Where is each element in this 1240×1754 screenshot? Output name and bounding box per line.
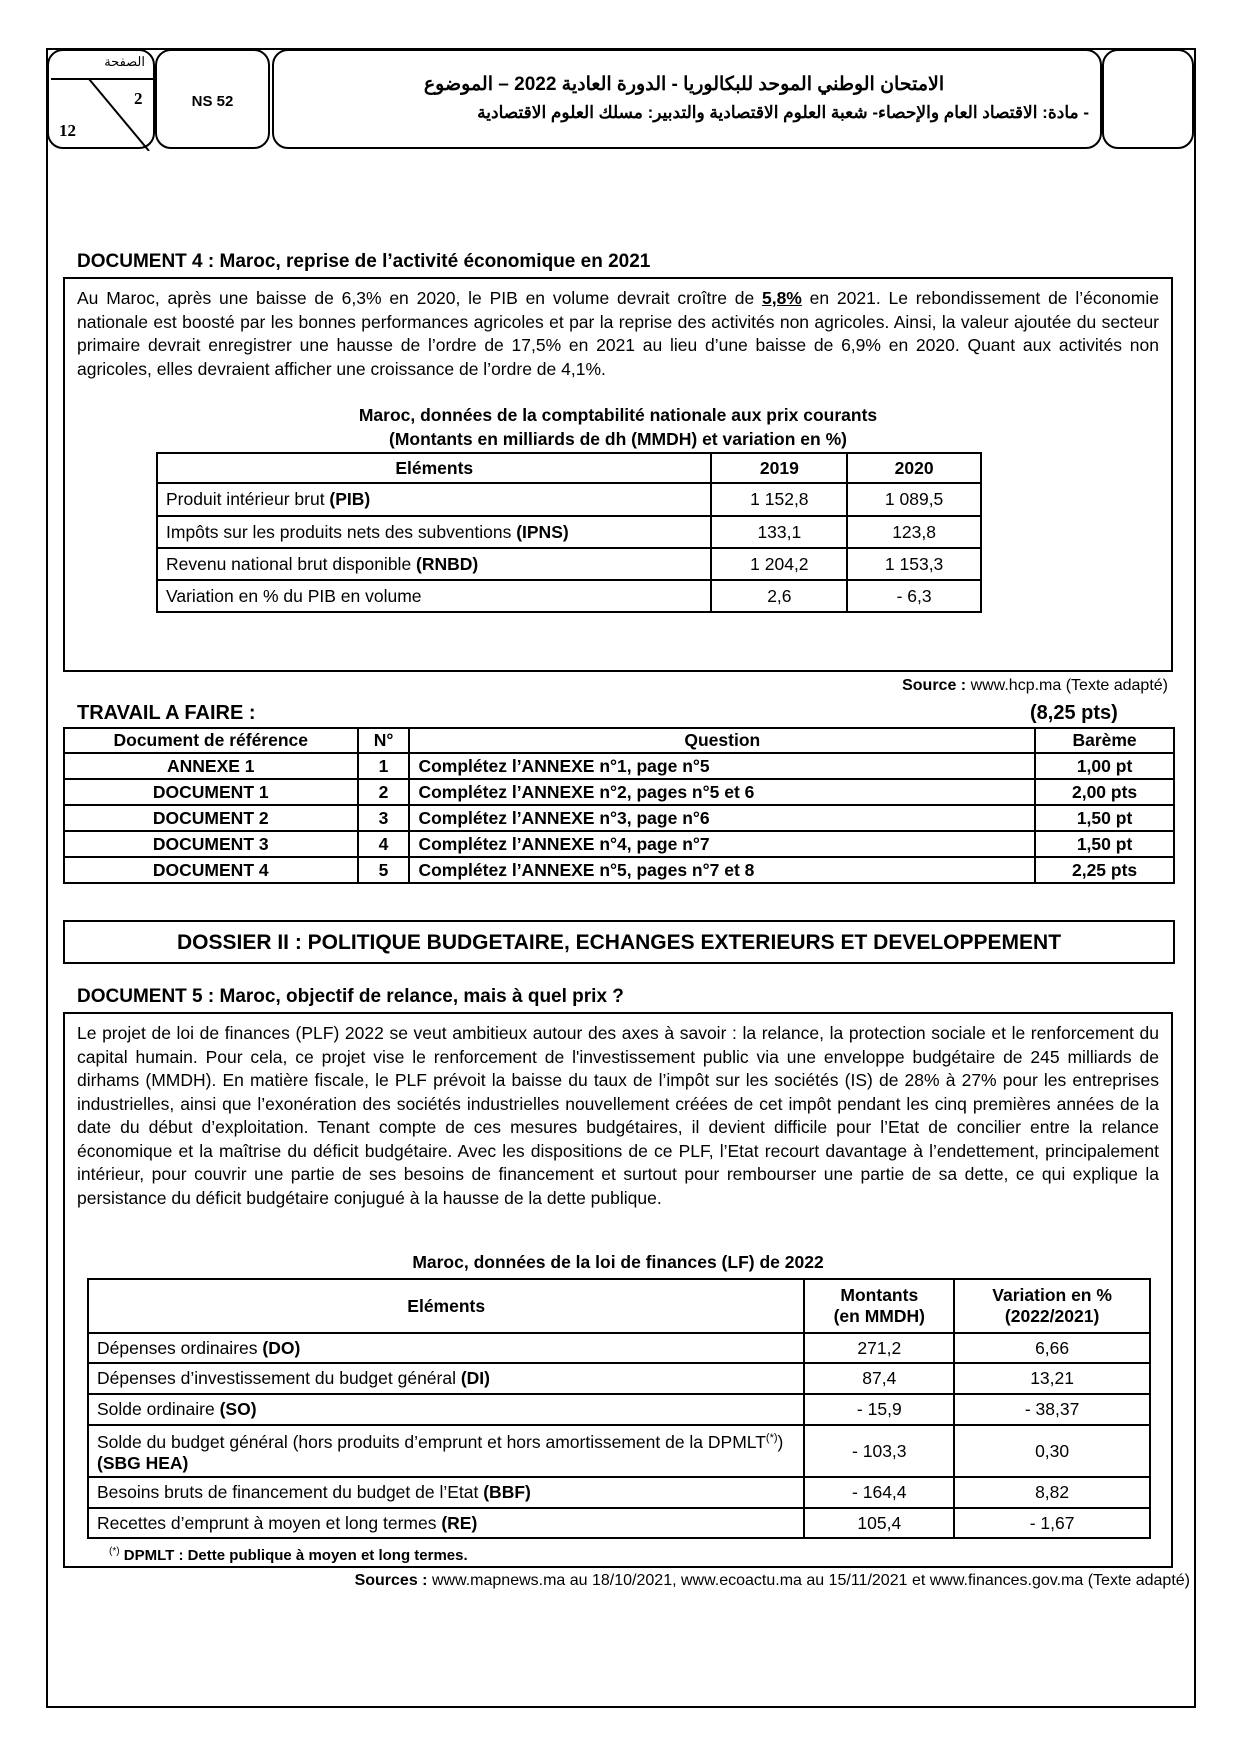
table-row: Besoins bruts de financement du budget de l’Etat (BBF) - 164,4 8,82: [88, 1477, 1150, 1508]
doc5-source: Sources : www.mapnews.ma au 18/10/2021, www.ecoactu.ma au 15/11/2021 et www.finances.gov.ma (Texte adapté): [354, 1572, 1190, 1589]
doc4-source: Source : www.hcp.ma (Texte adapté): [902, 677, 1168, 694]
doc4-header-2019: 2019: [711, 453, 847, 483]
table-row: Recettes d’emprunt à moyen et long termes (RE) 105,4 - 1,67: [88, 1508, 1150, 1538]
travail-points: (8,25 pts): [1030, 702, 1118, 724]
doc4-title: DOCUMENT 4 : Maroc, reprise de l’activité économique en 2021: [77, 251, 651, 272]
exam-title-box: [272, 49, 1102, 149]
table-row: DOCUMENT 3 4 Complétez l’ANNEXE n°4, page n°7 1,50 pt: [64, 831, 1174, 857]
doc5-table: Eléments Montants (en MMDH) Variation en % (2022/2021) Dépenses ordinaires (DO) 271,2 6,66 Dépenses d’investissement du budget général (DI) 87,4 13,21 Solde ordinaire (SO) - 15,9 - 38,37 Solde du budget général (hors produits d’emprunt et hors amortissement de la DPMLT(*)) (SBG HEA) - 103,3 0,30 Besoins bruts de financement du budget de l’Etat (BBF) - 164,4 8,82 Recettes d’emprunt à moyen et long termes (RE) 105,4 - 1,67: [87, 1278, 1151, 1539]
doc4-highlight: 5,8%: [761, 288, 802, 308]
dossier-banner: [63, 920, 1175, 964]
doc4-table-title2: (Montants en milliards de dh (MMDH) et variation en %): [389, 429, 847, 449]
exam-code: NS 52: [191, 93, 234, 110]
doc4-table-title1: Maroc, données de la comptabilité nationale aux prix courants: [358, 405, 878, 425]
table-row: Produit intérieur brut (PIB) 1 152,8 1 089,5: [157, 483, 981, 516]
table-row: Impôts sur les produits nets des subventions (IPNS) 133,1 123,8: [157, 516, 981, 548]
table-row: Solde ordinaire (SO) - 15,9 - 38,37: [88, 1394, 1150, 1425]
table-row: DOCUMENT 1 2 Complétez l’ANNEXE n°2, pages n°5 et 6 2,00 pts: [64, 779, 1174, 805]
page-number-box: [47, 49, 155, 149]
page-label: الصفحة: [104, 54, 145, 69]
table-row: Solde du budget général (hors produits d’emprunt et hors amortissement de la DPMLT(*)) (SBG HEA) - 103,3 0,30: [88, 1425, 1150, 1477]
doc4-table: [156, 452, 982, 613]
doc5-table-title: Maroc, données de la loi de finances (LF) de 2022: [412, 1252, 824, 1272]
dossier-title: DOSSIER II : POLITIQUE BUDGETAIRE, ECHANGES EXTERIEURS ET DEVELOPPEMENT: [176, 931, 1062, 954]
doc5-box: [63, 1012, 1173, 1568]
exam-title-line1: الامتحان الوطني الموحد للبكالوريا - الدورة العادية 2022 – الموضوع: [423, 74, 945, 95]
doc5-footnote: (*) DPMLT : Dette publique à moyen et long termes.: [109, 1546, 468, 1564]
page-number: 2: [134, 89, 143, 108]
table-row: Variation en % du PIB en volume 2,6 - 6,3: [157, 580, 981, 612]
table-row: ANNEXE 1 1 Complétez l’ANNEXE n°1, page n°5 1,00 pt: [64, 753, 1174, 779]
table-row: DOCUMENT 2 3 Complétez l’ANNEXE n°3, page n°6 1,50 pt: [64, 805, 1174, 831]
table-row: DOCUMENT 4 5 Complétez l’ANNEXE n°5, pages n°7 et 8 2,25 pts: [64, 857, 1174, 883]
exam-code-box: [155, 49, 270, 149]
doc4-paragraph: Au Maroc, après une baisse de 6,3% en 2020, le PIB en volume devrait croître de 5,8% en 2021. Le rebondissement de l’économie nationale est boosté par les bonnes performances agricoles et par la reprise des activités non agricoles. Ainsi, la valeur ajoutée du secteur primaire devrait enregistrer une hausse de l’ordre de 17,5% en 2021 au lieu d’une baisse de 6,9% en 2020. Quant aux activités non agricoles, elles devraient afficher une croissance de l’ordre de 4,1%.: [77, 288, 1159, 379]
doc5-title: DOCUMENT 5 : Maroc, objectif de relance, mais à quel prix ?: [77, 986, 624, 1007]
travail-title: TRAVAIL A FAIRE :: [77, 702, 256, 724]
doc5-paragraph: Le projet de loi de finances (PLF) 2022 se veut ambitieux autour des axes à savoir : la relance, la protection sociale et le renforcement du capital humain. Pour cela, ce projet vise le renforcement de l'investissement public via une enveloppe budgétaire de 245 milliards de dirhams (MMDH). En matière fiscale, le PLF prévoit la baisse du taux de l’impôt sur les sociétés (IS) de 28% à 27% pour les entreprises industrielles, ainsi que l’exonération des sociétés industrielles nouvellement créées de cet impôt pendant les cinq premières années de la date du début d’exploitation. Tenant compte de ces mesures budgétaires, il devient difficile pour l’Etat de concilier entre la relance économique et la maîtrise du déficit budgétaire. Avec les dispositions de ce PLF, l’Etat recourt davantage à l’endettement, principalement intérieur, pour couvrir une partie de ses besoins de financement et surtout pour rembourser une partie de sa dette, ce qui explique la persistance du déficit budgétaire conjugué à la hausse de la dette publique.: [77, 1023, 1159, 1208]
table-row: Dépenses d’investissement du budget général (DI) 87,4 13,21: [88, 1363, 1150, 1394]
total-pages: 12: [59, 121, 76, 140]
doc4-header-2020: 2020: [847, 453, 981, 483]
travail-table: Document de référence N° Question Barème ANNEXE 1 1 Complétez l’ANNEXE n°1, page n°5 1,00 pt DOCUMENT 1 2 Complétez l’ANNEXE n°2, pages n°5 et 6 2,00 pts DOCUMENT 2 3 Complétez l’ANNEXE n°3, page n°6 1,50 pt DOCUMENT 3 4 Complétez l’ANNEXE n°4, page n°7 1,50 pt DOCUMENT 4 5 Complétez l’ANNEXE n°5, pages n°7 et 8 2,25 pts: [63, 727, 1175, 884]
table-row: Dépenses ordinaires (DO) 271,2 6,66: [88, 1333, 1150, 1363]
doc4-header-elements: Eléments: [157, 453, 711, 483]
header-empty-box: [1102, 49, 1194, 149]
doc4-box: [63, 277, 1173, 672]
exam-title-line2: - مادة: الاقتصاد العام والإحصاء- شعبة العلوم الاقتصادية والتدبير: مسلك العلوم الاقتصادية: [477, 103, 1089, 122]
table-row: Revenu national brut disponible (RNBD) 1 204,2 1 153,3: [157, 548, 981, 580]
